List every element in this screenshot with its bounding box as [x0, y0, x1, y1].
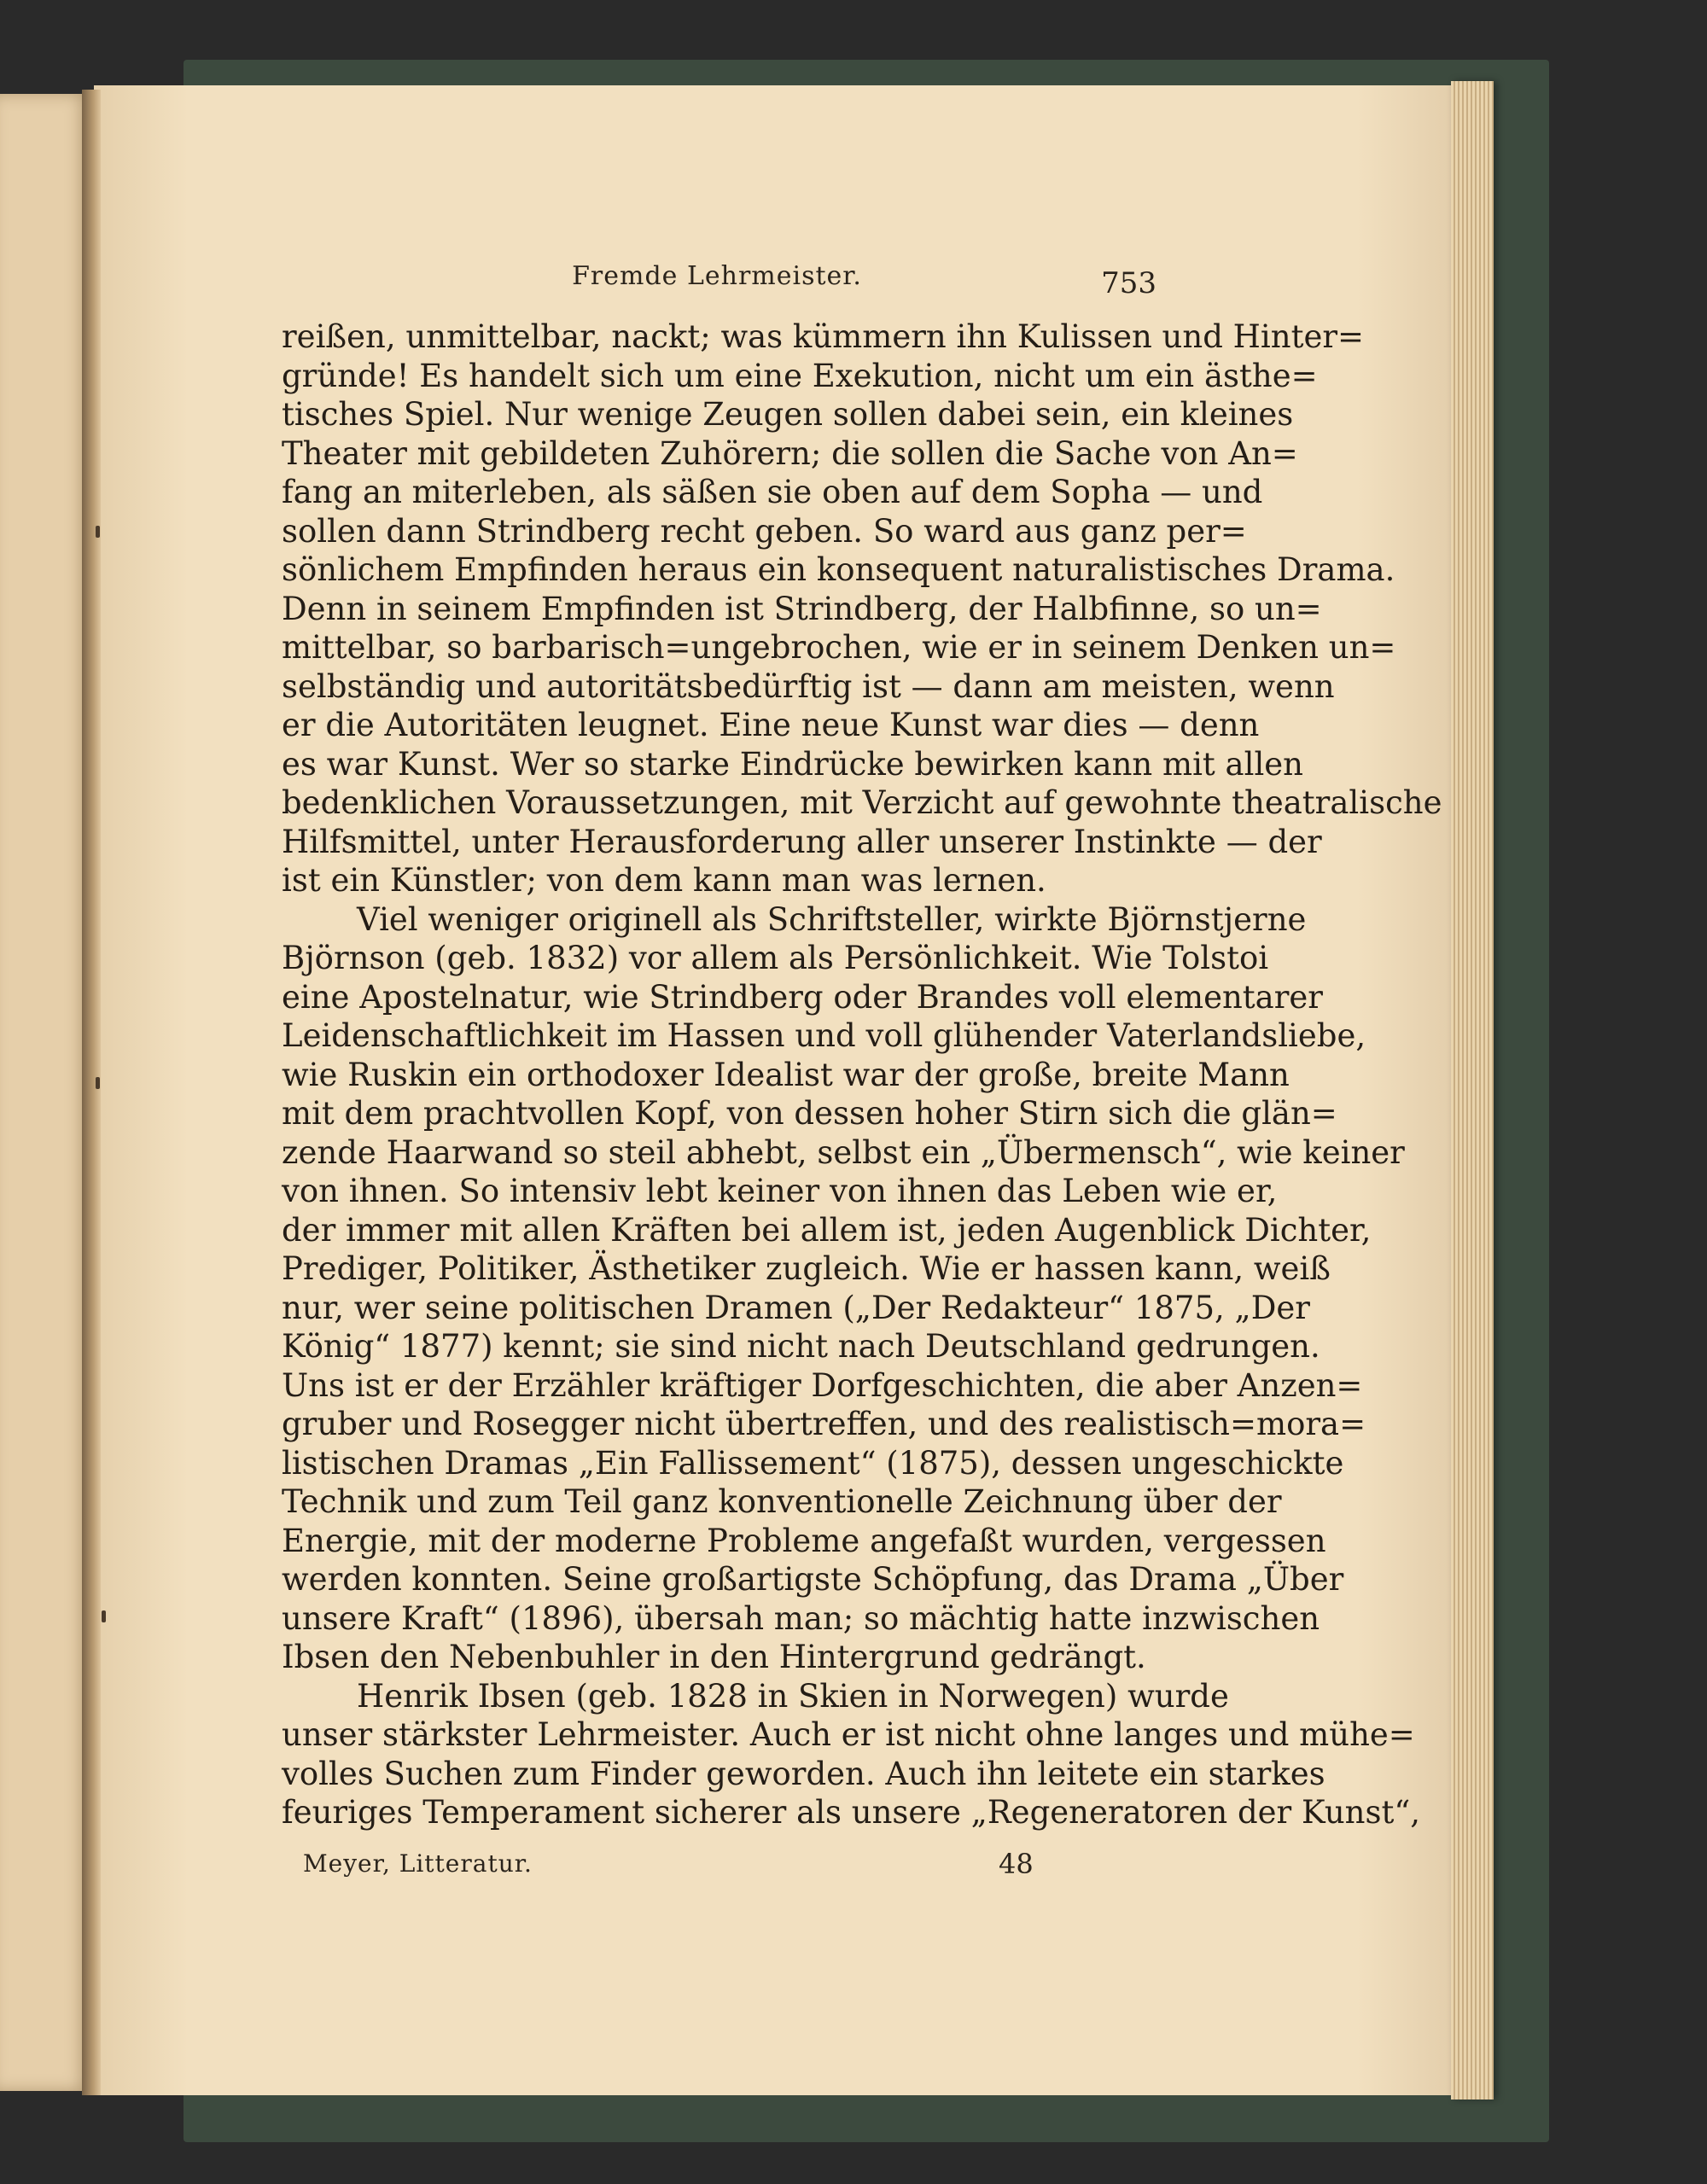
text-line: tisches Spiel. Nur wenige Zeugen sollen dabei sein, ein kleines	[282, 396, 1294, 433]
text-line: feuriges Temperament sicherer als unsere „Regeneratoren der Kunst“,	[282, 1794, 1421, 1831]
text-line: Ibsen den Nebenbuhler in den Hintergrund gedrängt.	[282, 1639, 1146, 1675]
text-line: volles Suchen zum Finder geworden. Auch ihn leitete ein starkes	[282, 1755, 1325, 1792]
text-line: nur, wer seine politischen Dramen („Der Redakteur“ 1875, „Der	[282, 1289, 1310, 1326]
text-line: Prediger, Politiker, Ästhetiker zugleich. Wie er hassen kann, weiß	[282, 1250, 1331, 1287]
text-line: gründe! Es handelt sich um eine Exekution, nicht um ein ästhe=	[282, 357, 1318, 394]
text-line: selbständig und autoritätsbedürftig ist — dann am meisten, wenn	[282, 667, 1335, 705]
text-line: mittelbar, so barbarisch=ungebrochen, wie er in seinem Denken un=	[282, 629, 1396, 666]
text-line: sollen dann Strindberg recht geben. So ward aus ganz per=	[282, 512, 1247, 550]
running-head	[277, 256, 1156, 299]
margin-mark	[96, 526, 100, 538]
text-line: zende Haarwand so steil abhebt, selbst ein „Übermensch“, wie keiner	[282, 1133, 1405, 1171]
text-line: Uns ist er der Erzähler kräftiger Dorfgeschichten, die aber Anzen=	[282, 1366, 1363, 1404]
text-line: mit dem prachtvollen Kopf, von dessen hoher Stirn sich die glän=	[282, 1095, 1337, 1132]
text-line: er die Autoritäten leugnet. Eine neue Kunst war dies — denn	[282, 707, 1260, 743]
text-line: Henrik Ibsen (geb. 1828 in Skien in Norwegen) wurde	[357, 1677, 1229, 1715]
margin-mark	[102, 1610, 106, 1622]
text-line: König“ 1877) kennt; sie sind nicht nach Deutschland gedrungen.	[282, 1328, 1320, 1365]
left-page-edge	[0, 94, 90, 2091]
text-line: fang an miterleben, als säßen sie oben auf dem Sopha — und	[282, 474, 1263, 510]
page-edges	[1451, 81, 1494, 2100]
text-line: unsere Kraft“ (1896), übersah man; so mächtig hatte inzwischen	[282, 1599, 1320, 1637]
text-line: Björnson (geb. 1832) vor allem als Persönlichkeit. Wie Tolstoi	[282, 940, 1269, 976]
book-gutter	[82, 90, 101, 2095]
text-line: werden konnten. Seine großartigste Schöpfung, das Drama „Über	[282, 1561, 1344, 1598]
body-text	[282, 317, 1442, 1832]
text-line: ist ein Künstler; von dem kann man was lernen.	[282, 862, 1046, 899]
text-line: listischen Dramas „Ein Fallissement“ (1875), dessen ungeschickte	[282, 1444, 1344, 1482]
text-line: Denn in seinem Empfinden ist Strindberg, der Halbfinne, so un=	[282, 590, 1322, 627]
text-line: von ihnen. So intensiv lebt keiner von ihnen das Leben wie er,	[282, 1173, 1278, 1209]
text-line: der immer mit allen Kräften bei allem ist, jeden Augenblick Dichter,	[282, 1211, 1372, 1249]
signature-mark: Meyer, Litteratur.	[303, 1849, 533, 1878]
text-line: Viel weniger originell als Schriftsteller, wirkte Björnstjerne	[357, 900, 1307, 938]
text-line: Technik und zum Teil ganz konventionelle Zeichnung über der	[282, 1483, 1282, 1520]
text-line: Leidenschaftlichkeit im Hassen und voll glühender Vaterlandsliebe,	[282, 1017, 1366, 1054]
page-number: 753	[1101, 266, 1156, 300]
text-line: reißen, unmittelbar, nackt; was kümmern ihn Kulissen und Hinter=	[282, 318, 1365, 355]
text-line: es war Kunst. Wer so starke Eindrücke bewirken kann mit allen	[282, 745, 1304, 783]
text-line: sönlichem Empfinden heraus ein konsequent naturalistisches Drama.	[282, 551, 1395, 588]
margin-mark	[96, 1077, 100, 1089]
text-line: gruber und Rosegger nicht übertreffen, und des realistisch=mora=	[282, 1406, 1366, 1442]
text-line: bedenklichen Voraussetzungen, mit Verzicht auf gewohnte theatralische	[282, 784, 1442, 821]
text-line: wie Ruskin ein orthodoxer Idealist war der große, breite Mann	[282, 1056, 1290, 1093]
text-line: eine Apostelnatur, wie Strindberg oder Brandes voll elementarer	[282, 978, 1323, 1016]
running-head-title: Fremde Lehrmeister.	[572, 261, 862, 291]
sheet-number: 48	[999, 1848, 1034, 1880]
text-line: Theater mit gebildeten Zuhörern; die sollen die Sache von An=	[282, 434, 1298, 472]
text-line: Hilfsmittel, unter Herausforderung aller unserer Instinkte — der	[282, 823, 1322, 860]
text-line: Energie, mit der moderne Probleme angefaßt wurden, vergessen	[282, 1522, 1326, 1559]
text-line: unser stärkster Lehrmeister. Auch er ist nicht ohne langes und mühe=	[282, 1716, 1415, 1753]
